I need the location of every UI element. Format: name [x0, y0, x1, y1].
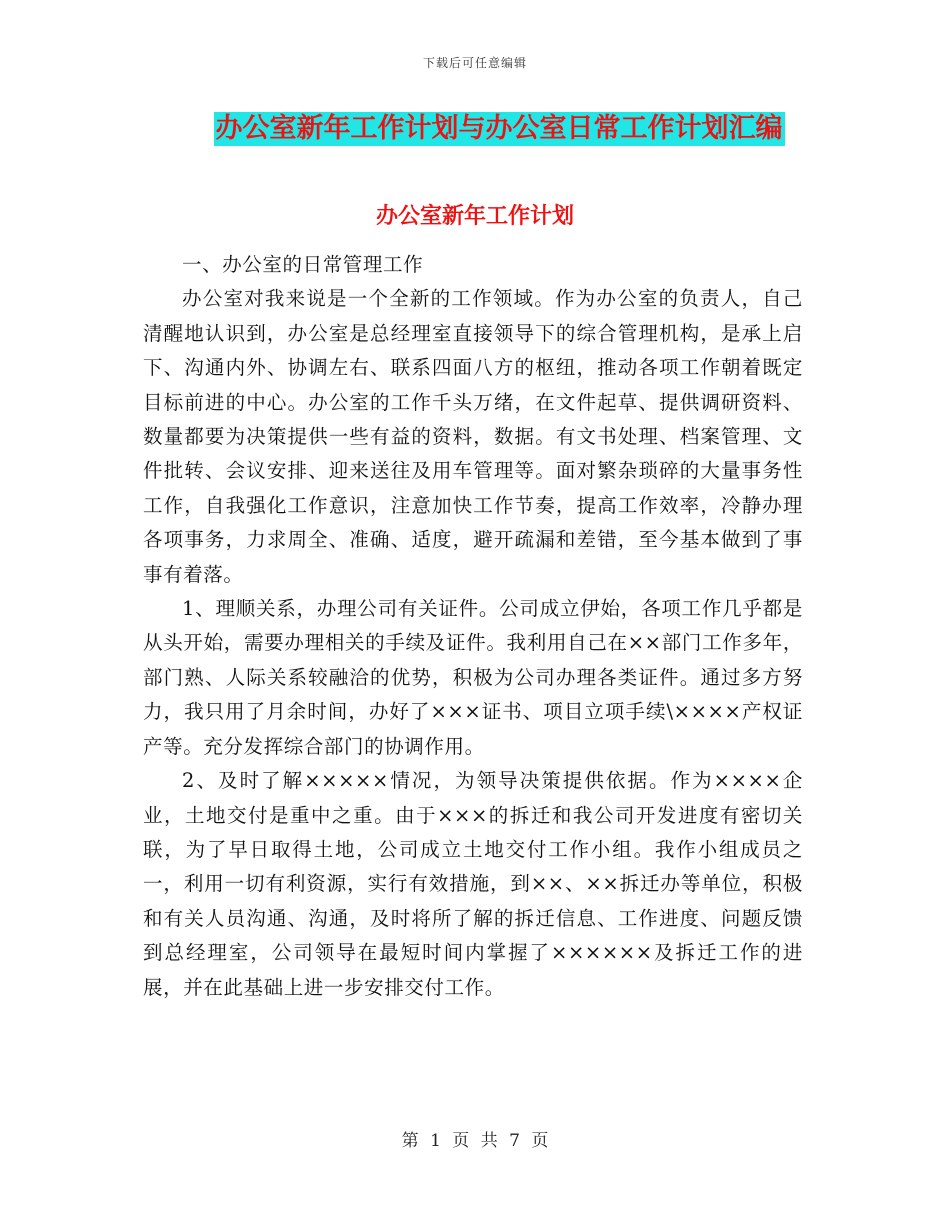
section-title: 办公室新年工作计划: [375, 204, 574, 229]
body-text: [143, 248, 803, 1005]
main-title: 办公室新年工作计划与办公室日常工作计划汇编: [215, 113, 783, 144]
main-title-container: [0, 112, 950, 146]
paragraph-intro: 办公室对我来说是一个全新的工作领域。作为办公室的负责人，自己清醒地认识到，办公室是总经理室直接领导下的综合管理机构，是承上启下、沟通内外、协调左右、联系四面八方的枢纽，推动各项工作朝着既定目标前进的中心。办公室的工作千头万绪，在文件起草、提供调研资料、数量都要为决策提供一些有益的资料，数据。有文书处理、档案管理、文件批转、会议安排、迎来送往及用车管理等。面对繁杂琐碎的大量事务性工作，自我强化工作意识，注意加快工作节奏，提高工作效率，冷静办理各项事务，力求周全、准确、适度，避开疏漏和差错，至今基本做到了事事有着落。: [143, 287, 803, 586]
paragraph-item-2: 2、及时了解×××××情况，为领导决策提供依据。作为××××企业，土地交付是重中之重。由于×××的拆迁和我公司开发进度有密切关联，为了早日取得土地，公司成立土地交付工作小组。我作小组成员之一，利用一切有利资源，实行有效措施，到××、××拆迁办等单位，积极和有关人员沟通、沟通，及时将所了解的拆迁信息、工作进度、问题反馈到总经理室，公司领导在最短时间内掌握了××××××及拆迁工作的进展，并在此基础上进一步安排交付工作。: [143, 769, 803, 999]
paragraph-item-1: 1、理顺关系，办理公司有关证件。公司成立伊始，各项工作几乎都是从头开始，需要办理相关的手续及证件。我利用自己在××部门工作多年，部门熟、人际关系较融洽的优势，积极为公司办理各类证件。通过多方努力，我只用了月余时间，办好了×××证书、项目立项手续\××××产权证产等。充分发挥综合部门的协调作用。: [143, 597, 803, 758]
page-footer: 第 1 页 共 7 页: [401, 1131, 549, 1151]
section-heading: 一、办公室的日常管理工作: [182, 253, 424, 276]
header-note: 下载后可任意编辑: [422, 56, 527, 70]
